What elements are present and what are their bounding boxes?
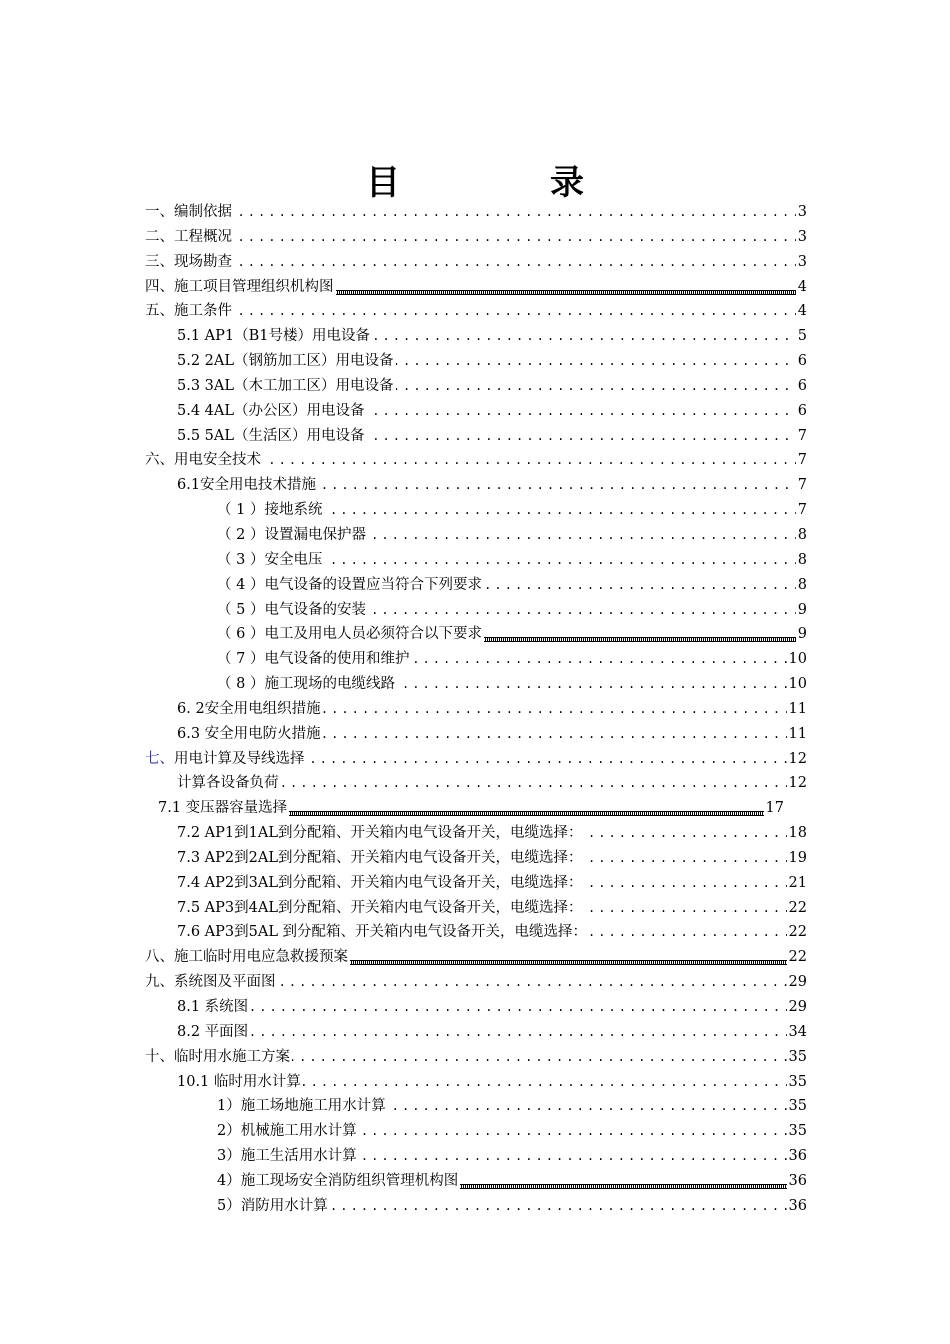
toc-page-number: 35 <box>787 1119 807 1144</box>
toc-entry-title: 计算各设备负荷 <box>177 775 279 792</box>
toc-page-number: 6 <box>796 374 807 399</box>
toc-page-number: 10 <box>787 647 807 672</box>
toc-page-number: 10 <box>787 672 807 697</box>
toc-leader <box>177 1020 807 1045</box>
toc-entry[interactable] <box>145 970 807 995</box>
toc-entry[interactable] <box>145 1169 807 1194</box>
toc-entry-title: （ 3 ）安全电压 <box>217 551 323 568</box>
toc-page-number: 35 <box>787 1070 807 1095</box>
toc-entry[interactable] <box>145 1194 807 1219</box>
toc-page-number: 22 <box>787 920 807 945</box>
toc-entry-title: 六、用电安全技术 <box>145 452 261 469</box>
toc-page-number: 36 <box>787 1194 807 1219</box>
toc-entry-title: 十、临时用水施工方案 <box>145 1048 290 1065</box>
toc-entry-title: 二、工程概况 <box>145 228 232 245</box>
toc-entry-title: 7.6 AP3到5AL 到分配箱、开关箱内电气设备开关，电缆选择： <box>177 924 588 941</box>
toc-entry[interactable] <box>145 796 784 821</box>
toc-entry[interactable] <box>145 697 807 722</box>
toc-entry-title: 1）施工场地施工用水计算 <box>217 1098 386 1115</box>
toc-entry[interactable] <box>145 1045 807 1070</box>
toc-leader <box>177 995 807 1020</box>
toc-entry[interactable] <box>145 473 807 498</box>
toc-entry[interactable] <box>145 374 807 399</box>
toc-entry-title: 5.2 2AL（钢筋加工区）用电设备 <box>177 353 394 370</box>
toc-entry-title: 8.1 系统图 <box>177 999 249 1015</box>
toc-page-number: 7 <box>796 424 807 449</box>
toc-entry-title: 5.1 AP1（B1号楼）用电设备 <box>177 328 371 345</box>
toc-entry[interactable] <box>145 1094 807 1119</box>
toc-leader <box>145 225 807 250</box>
toc-entry[interactable] <box>145 225 807 250</box>
toc-entry-title: 四、施工项目管理组织机构图 <box>145 278 334 295</box>
toc-page-number: 6 <box>796 399 807 424</box>
toc-entry[interactable] <box>145 1119 807 1144</box>
toc-entry-title: （ 6 ）电工及用电人员必须符合以下要求 <box>217 626 482 643</box>
toc-entry[interactable] <box>145 275 807 300</box>
toc-entry[interactable] <box>145 299 807 324</box>
toc-entry-title: （ 2 ）设置漏电保护器 <box>217 526 366 543</box>
toc-entry[interactable] <box>145 747 807 772</box>
toc-entry[interactable] <box>145 846 807 871</box>
toc-page-number: 3 <box>796 250 807 275</box>
toc-entry[interactable] <box>145 945 807 970</box>
toc-page-number: 3 <box>796 225 807 250</box>
toc-entry-title <box>145 751 307 767</box>
toc-entry-title: 10.1 临时用水计算 <box>177 1073 301 1090</box>
toc-page-number: 5 <box>796 324 807 349</box>
toc-entry[interactable] <box>145 771 807 796</box>
toc-entry[interactable] <box>145 871 807 896</box>
toc-entry[interactable] <box>145 920 807 945</box>
toc-entry[interactable] <box>145 821 807 846</box>
toc-page-number: 17 <box>764 796 784 821</box>
toc-entry-title: 五、施工条件 <box>145 303 232 320</box>
toc-page-number: 11 <box>787 722 807 747</box>
toc-entry[interactable] <box>145 200 807 225</box>
toc-page-number: 29 <box>787 970 807 995</box>
toc-page-number: 35 <box>787 1094 807 1119</box>
toc-entry-title: 6.1安全用电技术措施 <box>177 477 317 494</box>
toc-page-number: 21 <box>787 871 807 896</box>
toc-entry[interactable] <box>145 598 807 623</box>
toc-page-number: 4 <box>796 275 807 300</box>
toc-entry-title: 3）施工生活用水计算 <box>217 1148 357 1165</box>
toc-entry-title: 九、系统图及平面图 <box>145 974 276 991</box>
toc-page-number: 36 <box>787 1144 807 1169</box>
toc-entry-title: 三、现场勘查 <box>145 253 232 270</box>
toc-page-number: 12 <box>787 747 807 772</box>
toc-page-number: 18 <box>787 821 807 846</box>
toc-entry-title: 一、编制依据 <box>145 204 232 220</box>
toc-entry[interactable] <box>145 647 807 672</box>
toc-entry[interactable] <box>145 324 807 349</box>
toc-page-number: 9 <box>796 622 807 647</box>
toc-entry[interactable] <box>145 523 807 548</box>
toc-entry-title: 5.4 4AL（办公区）用电设备 <box>177 402 365 419</box>
toc-entry-title: 6. 2安全用电组织措施 <box>177 700 321 717</box>
toc-entry-title: （ 5 ）电气设备的安装 <box>217 601 366 618</box>
toc-entry-title: 8.2 平面图 <box>177 1023 249 1040</box>
toc-page-number: 22 <box>787 945 807 970</box>
toc-entry[interactable] <box>145 349 807 374</box>
toc-entry-title: 7.1 变压器容量选择 <box>158 800 288 817</box>
toc-entry[interactable] <box>145 995 807 1020</box>
toc-page-number: 36 <box>787 1169 807 1194</box>
toc-page-number: 35 <box>787 1045 807 1070</box>
toc-entry-title: 八、施工临时用电应急救援预案 <box>145 949 348 966</box>
toc-entry-title: 7.4 AP2到3AL到分配箱、开关箱内电气设备开关，电缆选择： <box>177 874 583 891</box>
toc-entry-title: 6.3 安全用电防火措施 <box>177 725 321 742</box>
toc-entry-lead: 七、 <box>145 750 174 767</box>
toc-page-number: 8 <box>796 548 807 573</box>
toc-page-number: 3 <box>796 200 807 225</box>
toc-entry[interactable] <box>145 250 807 275</box>
toc-page-number: 11 <box>787 697 807 722</box>
toc-entry[interactable] <box>145 622 807 647</box>
toc-entry[interactable] <box>145 573 807 598</box>
toc-entry-title: 5.5 5AL（生活区）用电设备 <box>177 427 365 444</box>
toc-page-number: 34 <box>787 1020 807 1045</box>
toc-page-number: 12 <box>787 771 807 796</box>
toc-entry[interactable] <box>145 448 807 473</box>
toc-entry-title: 7.3 AP2到2AL到分配箱、开关箱内电气设备开关，电缆选择： <box>177 849 583 866</box>
toc-leader <box>145 250 807 275</box>
toc-page-number: 7 <box>796 498 807 523</box>
toc-page-number: 9 <box>796 598 807 623</box>
toc-entry[interactable] <box>145 498 807 523</box>
toc-entry-title: 2）机械施工用水计算 <box>217 1123 357 1140</box>
toc-page-number: 4 <box>796 299 807 324</box>
toc-entry-rest: 用电计算及导线选择 <box>174 750 305 767</box>
toc-entry[interactable] <box>145 1020 807 1045</box>
toc-page-number: 8 <box>796 573 807 598</box>
table-of-contents <box>145 200 807 1219</box>
toc-entry-title: 5.3 3AL（木工加工区）用电设备 <box>177 377 394 394</box>
toc-page-number: 7 <box>796 448 807 473</box>
toc-entry[interactable] <box>145 672 807 697</box>
toc-page-number: 8 <box>796 523 807 548</box>
toc-entry-title: （ 7 ）电气设备的使用和维护 <box>217 651 410 668</box>
toc-page-number: 22 <box>787 896 807 921</box>
toc-entry[interactable] <box>145 548 807 573</box>
toc-leader <box>145 299 807 324</box>
toc-entry-title: 5）消防用水计算 <box>217 1197 328 1214</box>
page-title <box>0 155 950 204</box>
toc-entry[interactable] <box>145 896 807 921</box>
title-char-2: 录 <box>550 163 584 203</box>
toc-entry[interactable] <box>145 424 807 449</box>
toc-leader <box>145 200 807 225</box>
toc-entry-title: 7.2 AP1到1AL到分配箱、开关箱内电气设备开关，电缆选择： <box>177 825 583 842</box>
toc-entry[interactable] <box>145 1070 807 1095</box>
toc-page-number: 6 <box>796 349 807 374</box>
toc-entry[interactable] <box>145 1144 807 1169</box>
toc-page-number: 7 <box>796 473 807 498</box>
toc-entry[interactable] <box>145 722 807 747</box>
toc-page-number: 29 <box>787 995 807 1020</box>
toc-entry[interactable] <box>145 399 807 424</box>
toc-entry-title: 7.5 AP3到4AL到分配箱、开关箱内电气设备开关，电缆选择： <box>177 899 583 916</box>
toc-page-number: 19 <box>787 846 807 871</box>
toc-entry-title: （ 1 ）接地系统 <box>217 502 323 519</box>
toc-entry-title: 4）施工现场安全消防组织管理机构图 <box>217 1172 459 1189</box>
toc-entry-title: （ 8 ）施工现场的电缆线路 <box>217 676 395 693</box>
title-char-1: 目 <box>366 163 400 203</box>
toc-entry-title: （ 4 ）电气设备的设置应当符合下列要求 <box>217 576 482 593</box>
